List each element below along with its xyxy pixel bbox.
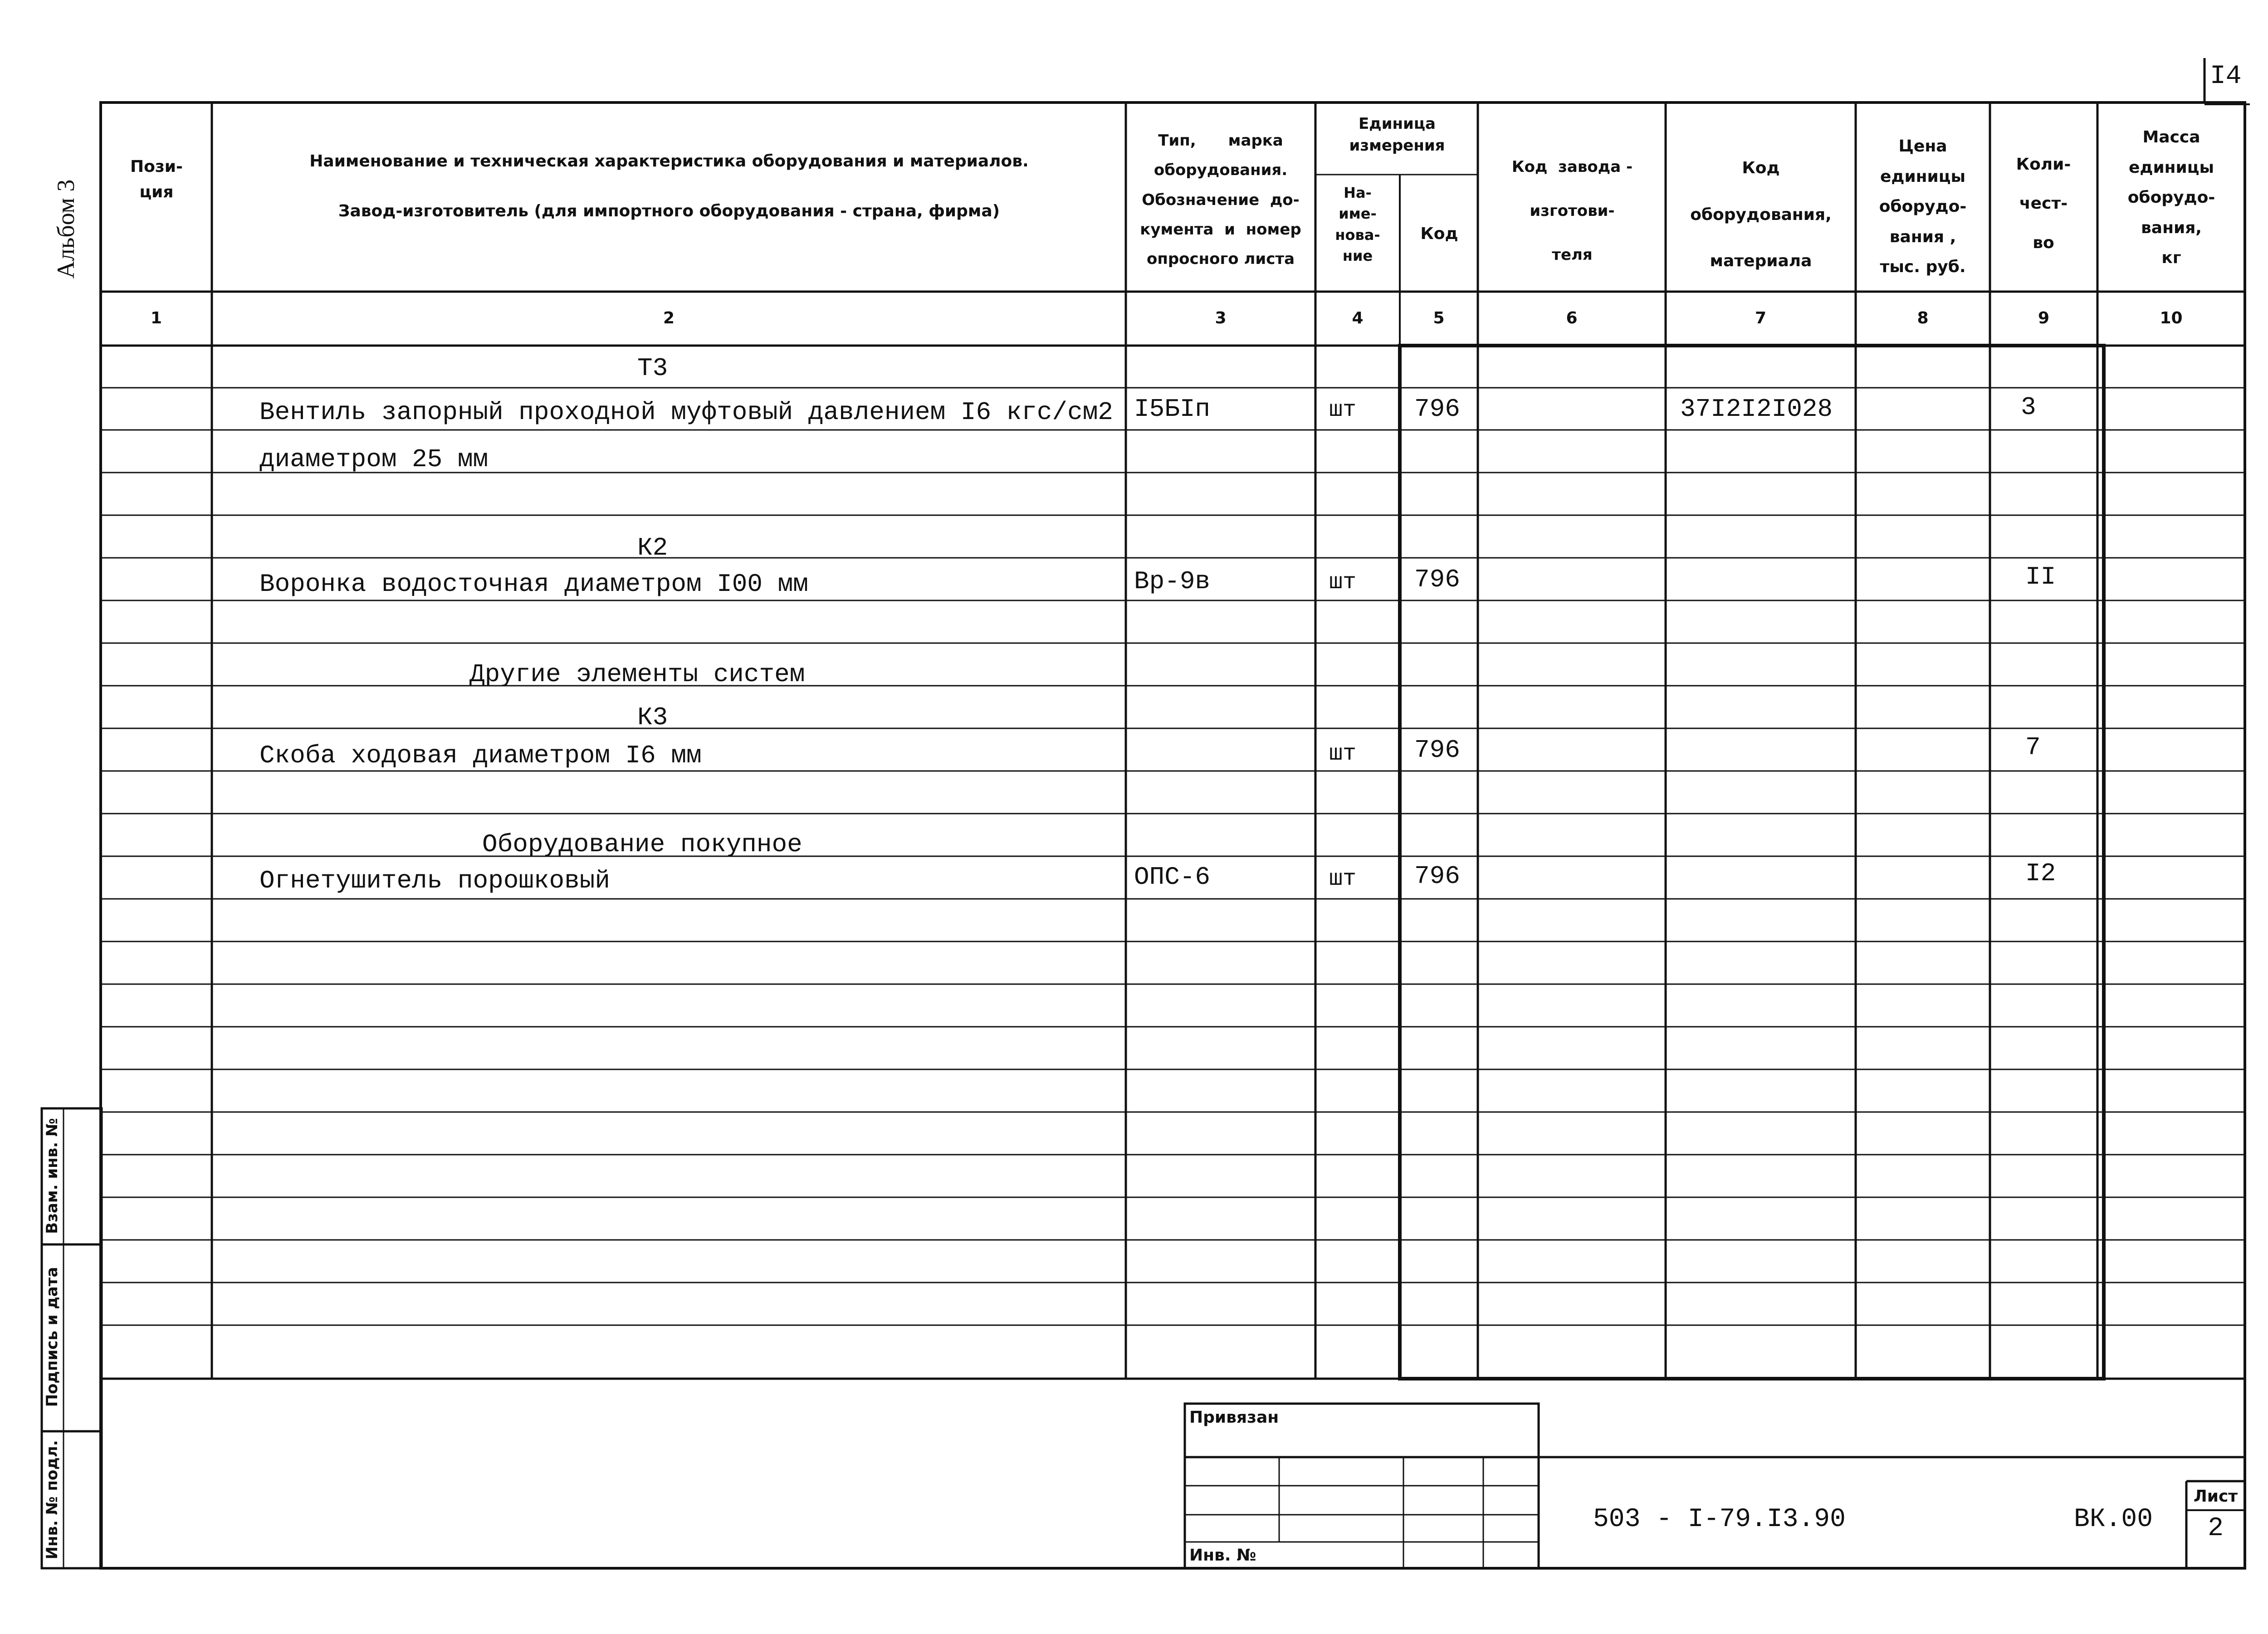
row-valve-material-code: 37I2I2I028 [1680,395,1833,424]
header-material-code: Код оборудования, материала [1690,159,1832,271]
column-number-4: 4 [1352,309,1364,327]
row-bracket-name: Скоба ходовая диаметром I6 мм [259,741,702,770]
row-funnel-unit-code: 796 [1414,565,1460,594]
section-label-purchased: Оборудование покупное [482,830,802,859]
column-number-9: 9 [2038,309,2050,327]
row-funnel-qty: II [2025,562,2056,591]
row-bracket-qty: 7 [2025,733,2041,762]
header-price: Цена единицы оборудо- вания , тыс. руб. [1879,137,1967,277]
row-valve-qty: 3 [2021,393,2036,422]
column-number-10: 10 [2160,309,2183,327]
row-valve-name-cont: диаметром 25 мм [259,445,489,474]
row-extinguisher-type: ОПС-6 [1134,863,1211,892]
section-label-t3: Т3 [637,354,668,383]
header-name-line2: Завод-изготовитель (для импортного оборудования - страна, фирма) [338,202,1000,220]
stamp-inv-podl: Инв. № подл. [43,1440,61,1560]
column-number-8: 8 [1917,309,1929,327]
title-doc-code: 503 - I-79.I3.90 [1593,1505,1846,1534]
header-position: Пози- ция [130,157,183,201]
column-number-5: 5 [1433,309,1445,327]
album-label: Альбом 3 [52,179,79,279]
header-plant-code: Код завода - изготови- теля [1511,158,1633,264]
title-sheet-number: 2 [2208,1514,2224,1543]
row-bracket-unit: шт [1329,741,1357,767]
row-funnel-type: Вр-9в [1134,567,1211,596]
stamp-zam-inv: Взам. инв. № [43,1118,61,1234]
title-inv-no: Инв. № [1189,1546,1256,1565]
column-number-6: 6 [1566,309,1578,327]
title-sheet-label: Лист [2193,1487,2238,1506]
corner-sheet-number: I4 [2210,62,2242,91]
row-valve-unit: шт [1329,397,1357,423]
row-funnel-unit: шт [1329,570,1357,595]
header-quantity: Коли- чест- во [2016,155,2071,252]
header-type: Тип, марка оборудования. Обозначение до- кумента и номер опросного листа [1140,132,1301,268]
section-label-k3: К3 [637,703,668,732]
row-funnel-name: Воронка водосточная диаметром I00 мм [259,570,808,599]
title-section-code: ВК.00 [2074,1505,2153,1534]
header-name-line1: Наименование и техническая характеристика оборудования и материалов. [309,152,1029,171]
row-extinguisher-unit-code: 796 [1414,862,1460,891]
column-number-7: 7 [1755,309,1767,327]
column-number-1: 1 [150,309,162,327]
row-extinguisher-qty: I2 [2025,859,2056,888]
row-valve-type: I5БIп [1134,395,1211,424]
section-label-k2: К2 [637,533,668,562]
header-unit-code: Код [1420,224,1458,243]
header-mass: Масса единицы оборудо- вания, кг [2127,128,2215,268]
title-privyazan: Привязан [1189,1408,1279,1427]
row-extinguisher-unit: шт [1329,866,1357,892]
row-bracket-unit-code: 796 [1414,736,1460,765]
header-unit-name: На- име- нова- ние [1335,184,1380,265]
column-number-3: 3 [1215,309,1227,327]
row-valve-name: Вентиль запорный проходной муфтовый давлением I6 кгс/см2 [259,398,1113,427]
section-label-other: Другие элементы систем [469,660,805,689]
header-unit-group: Единица измерения [1349,115,1445,155]
row-extinguisher-name: Огнетушитель порошковый [259,866,610,895]
column-number-2: 2 [663,309,675,327]
row-valve-unit-code: 796 [1414,395,1460,424]
stamp-podpis: Подпись и дата [43,1267,61,1407]
